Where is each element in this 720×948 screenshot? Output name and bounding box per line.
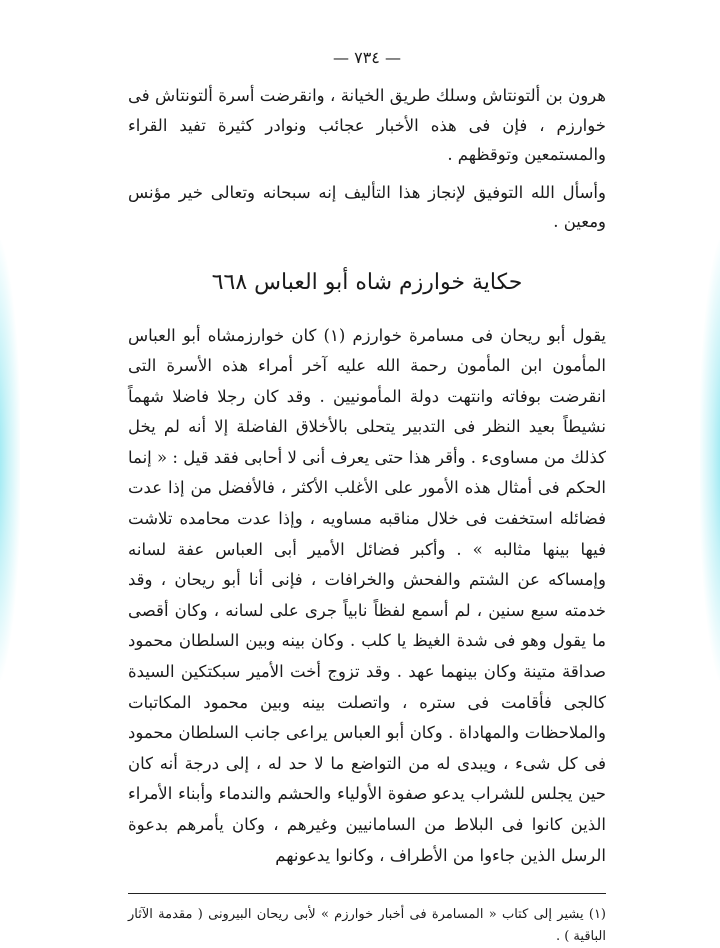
intro-paragraph: هرون بن ألتونتاش وسلك طريق الخيانة ، وانقرضت أسرة ألتونتاش فى خوارزم ، فإن فى هذه الأخبار عجائب ونوادر كثيرة تفيد القراء والمستمعين وتوقظهم . bbox=[128, 86, 606, 164]
page-number: — ٧٣٤ — bbox=[333, 48, 401, 67]
scan-edge-right bbox=[700, 240, 720, 680]
footnote-divider bbox=[128, 893, 606, 894]
section-heading: حكاية خوارزم شاه أبو العباس ٦٦٨ bbox=[211, 269, 523, 295]
closing-prayer: وأسأل الله التوفيق لإنجاز هذا التأليف إنه سبحانه وتعالى خير مؤنس ومعين . bbox=[128, 182, 606, 231]
body-paragraph: يقول أبو ريحان فى مسامرة خوارزم (١) كان خوارزمشاه أبو العباس المأمون ابن المأمون رحمة الله عليه آخر أمراء هذه الأسرة التى انقرضت بوفاته وانتهت دولة المأمونيين . وقد كان رجلا فاضلا شهماً نشيطاً بعيد النظر فى التدبير يتحلى بالأخلاق الفاضلة إلا أنه لم يخل كذلك من مساوىء . وأقر هذا حتى يعرف أنى لا أحابى فقد قيل : « إنما الحكم فى أمثال هذه الأمور على الأغلب الأكثر ، فالأفضل من إذا عدت فضائله استخفت فى خلال مناقبه مساويه ، وإذا عدت محامده تلاشت فيها بينها مثالبه » . وأكبر فضائل الأمير أبى العباس عفة لسانه وإمساكه عن الشتم والفحش والخرافات ، فإنى أنا أبو ريحان ، وقد خدمته سبع سنين ، لم أسمع لفظاً نابياً جرى على لسانه ، وكان أقصى ما يقول وهو فى شدة الغيظ يا كلب . وكان بينه وبين السلطان محمود صداقة متينة وكان بينهما عهد . وقد تزوج أخت الأمير سبكتكين السيدة كالجى فأقامت فى ستره ، واتصلت بينه وبين محمود المكاتبات والملاحظات والمهاداة . وكان أبو العباس يراعى جانب السلطان محمود فى كل شىء ، ويبدى له من التواضع ما لا حد له ، إلى درجة أنه كان حين يجلس للشراب يدعو صفوة الأولياء والحشم والندماء وأبناء الأمراء الذين كانوا فى البلاط من السامانيين وغيرهم ، وكان يأمرهم بدعوة الرسل الذين جاءوا من الأطراف ، وكانوا يدعونهم bbox=[128, 325, 607, 865]
book-page bbox=[128, 48, 607, 945]
scan-edge-left bbox=[0, 240, 20, 680]
footnote: (١) يشير إلى كتاب « المسامرة فى أخبار خوارزم » لأبى ريحان البيرونى ( مقدمة الآثار الباقية ) . bbox=[128, 907, 606, 945]
